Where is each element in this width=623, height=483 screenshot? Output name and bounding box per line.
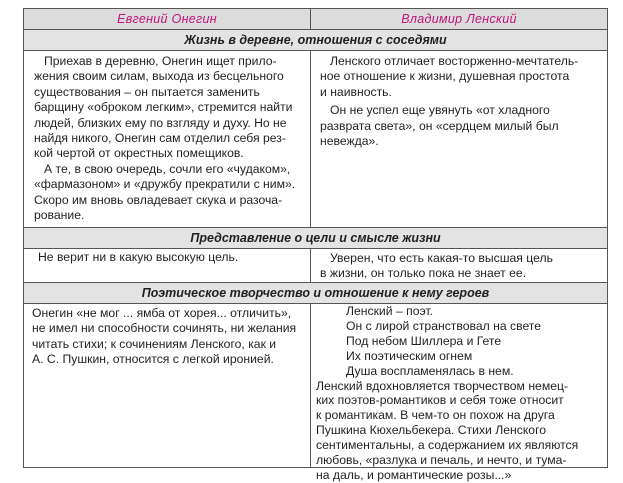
text-line: любовь, «разлука и печаль, и нечто, и тума- (316, 453, 567, 468)
poem-line: Душа воспламенялась в нем. (346, 363, 514, 378)
text-line: Не верит ни в какую высокую цель. (38, 250, 239, 264)
text-line: ное отношение к жизни, душевная простота (320, 69, 570, 84)
text-line: кой чертой от окрестных помещиков. (34, 146, 244, 161)
poem-line: Под небом Шиллера и Гете (346, 333, 502, 348)
onegin-village-text (24, 51, 310, 227)
text-line: А. С. Пушкин, относится с легкой иронией. (32, 352, 274, 367)
text-line: читать стихи; к сочинениям Ленского, как и (32, 336, 277, 351)
text-line: на даль, и романтические розы...» (316, 467, 512, 482)
text-line: и наивность. (320, 84, 392, 99)
onegin-poetry-text (24, 304, 310, 467)
section-body-poetry (24, 304, 607, 482)
text-line: Ленского отличает восторженно-мечтатель- (330, 54, 579, 68)
text-line: Онегин «не мог ... ямба от хорея... отличить», (32, 306, 292, 320)
text-line: к романтикам. В чем-то он похож на друга (316, 408, 555, 423)
section-title-village-life: Жизнь в деревне, отношения с соседями (24, 30, 607, 50)
text-line: Уверен, что есть какая-то высшая цель (330, 251, 553, 265)
text-line: Он не успел еще увянуть «от хладного (330, 103, 550, 118)
text-line: Приехав в деревню, Онегин ищет прило- (44, 54, 277, 68)
text-line: разврата света», он «сердцем милый был (320, 118, 559, 133)
poem-line: Он с лирой странствовал на свете (346, 318, 542, 333)
section-title-poetry: Поэтическое творчество и отношение к нему героев (24, 283, 607, 303)
table-header-row (24, 9, 607, 29)
onegin-purpose-text (24, 249, 310, 282)
text-line: барщину «оброком легким», стремится найти (34, 100, 293, 115)
text-line: людей, близких ему по взгляду и духу. Но не (34, 115, 287, 130)
text-line: А те, в свою очередь, сочли его «чудаком», (44, 161, 291, 176)
section-body-life-purpose (24, 249, 607, 282)
text-line: невежда». (320, 134, 379, 149)
text-line: Скоро им вновь овладевает скука и разоча- (34, 192, 283, 207)
comparison-table (23, 8, 608, 482)
text-line: Пушкина Кюхельбекера. Стихи Ленского (316, 423, 547, 438)
text-line: существования – он пытается заменить (34, 84, 260, 99)
text-line: в жизни, он только пока не знает ее. (320, 266, 527, 281)
poem-quote (316, 319, 603, 379)
header-lensky: Владимир Ленский (310, 9, 607, 29)
section-title-life-purpose: Представление о цели и смысле жизни (24, 228, 607, 248)
lensky-purpose-text (310, 249, 607, 282)
header-onegin: Евгений Онегин (117, 12, 217, 26)
text-line: «фармазоном» и «дружбу прекратили с ним». (34, 177, 296, 192)
text-line: ких поэтов-романтиков и себя тоже относит (316, 393, 564, 408)
text-line: Ленский вдохновляется творчеством немец- (316, 378, 569, 393)
poem-line: Их поэтическим огнем (346, 348, 473, 363)
section-body-village-life (24, 51, 607, 227)
text-line: не имел ни способности сочинять, ни желания (32, 321, 297, 336)
text-line: найдя никого, Онегин сам отделил себя рез- (34, 131, 286, 146)
text-line: жения своим силам, выхода из бесцельного (34, 69, 284, 84)
text-line: сентиментальны, а содержанием их являются (316, 438, 579, 453)
poet-intro: Ленский – поэт. (346, 304, 434, 318)
lensky-village-text (310, 51, 607, 227)
lensky-poetry-text (310, 304, 607, 482)
text-line: рование. (34, 208, 85, 223)
